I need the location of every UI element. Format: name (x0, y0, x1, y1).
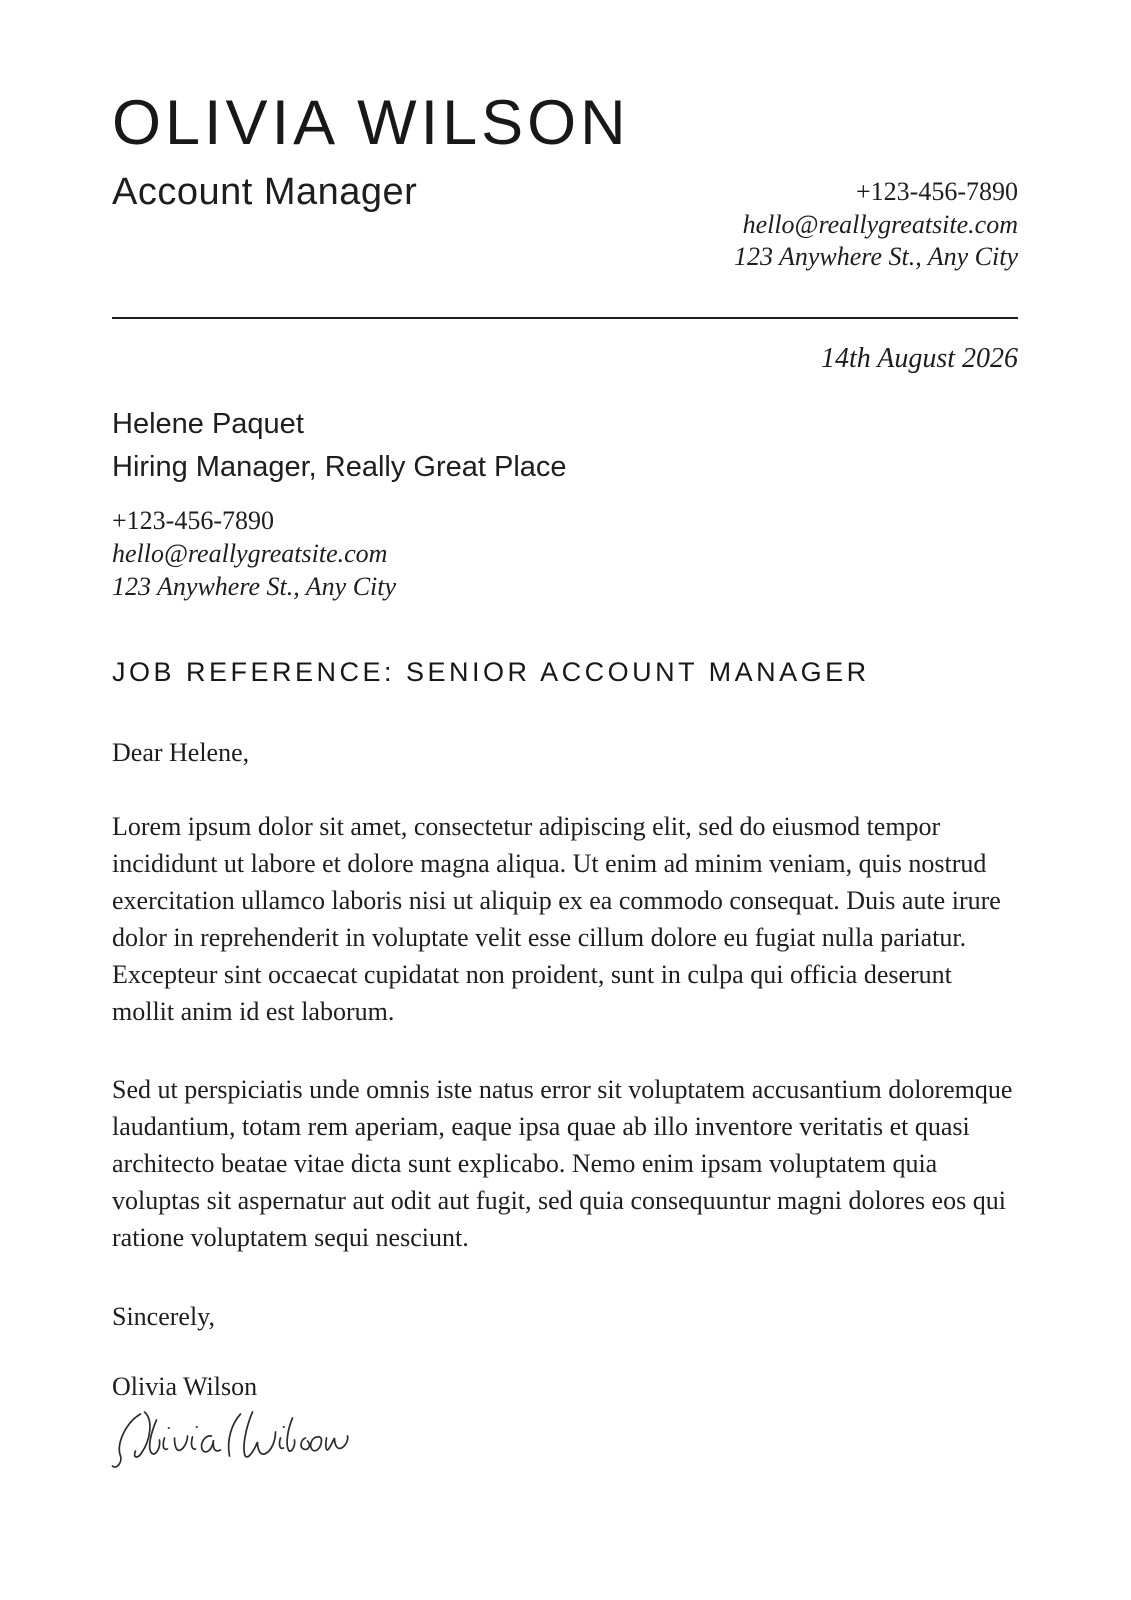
recipient-email: hello@reallygreatsite.com (112, 538, 388, 568)
body-paragraph-1: Lorem ipsum dolor sit amet, consectetur adipiscing elit, sed do eiusmod tempor incididunt ut labore et dolore magna aliqua. Ut enim ad minim veniam, quis nostrud exercitation ullamco laboris nisi ut aliquip ex ea commodo consequat. Duis aute irure dolor in reprehenderit in voluptate velit esse cillum dolore eu fugiat nulla pariatur. Excepteur sint occaecat cupidatat non proident, sunt in culpa qui officia deserunt mollit anim id est laborum. (112, 811, 1001, 1027)
sender-contact-block (734, 176, 1018, 274)
divider-line (112, 317, 1018, 319)
signoff: Sincerely, (112, 1302, 215, 1332)
recipient-address: 123 Anywhere St., Any City (112, 571, 397, 601)
salutation: Dear Helene, (112, 737, 250, 767)
recipient-contact-block (112, 504, 1018, 603)
recipient-phone: +123-456-7890 (112, 505, 274, 535)
sender-identity (112, 88, 630, 214)
recipient-block (112, 403, 1018, 490)
recipient-name: Helene Paquet (112, 407, 304, 440)
recipient-role: Hiring Manager, Really Great Place (112, 451, 567, 483)
subject-line: JOB REFERENCE: SENIOR ACCOUNT MANAGER (112, 656, 870, 687)
sender-phone: +123-456-7890 (856, 177, 1018, 206)
sender-address: 123 Anywhere St., Any City (733, 242, 1018, 271)
body-paragraph-2: Sed ut perspiciatis unde omnis iste natus error sit voluptatem accusantium doloremque laudantium, totam rem aperiam, eaque ipsa quae ab illo inventore veritatis et quasi architecto beatae vitae dicta sunt explicabo. Nemo enim ipsam voluptatem quia voluptas sit aspernatur aut odit aut fugit, sed quia consequuntur magni dolores eos qui ratione voluptatem sequi nesciunt. (112, 1074, 1013, 1253)
sender-name: OLIVIA WILSON (112, 88, 630, 158)
sender-job-title: Account Manager (112, 171, 418, 213)
sender-email: hello@reallygreatsite.com (742, 209, 1018, 239)
letter-date: 14th August 2026 (820, 342, 1018, 374)
letterhead (112, 88, 1018, 274)
signer-typed-name: Olivia Wilson (112, 1372, 258, 1402)
signature-script (110, 1406, 1018, 1472)
